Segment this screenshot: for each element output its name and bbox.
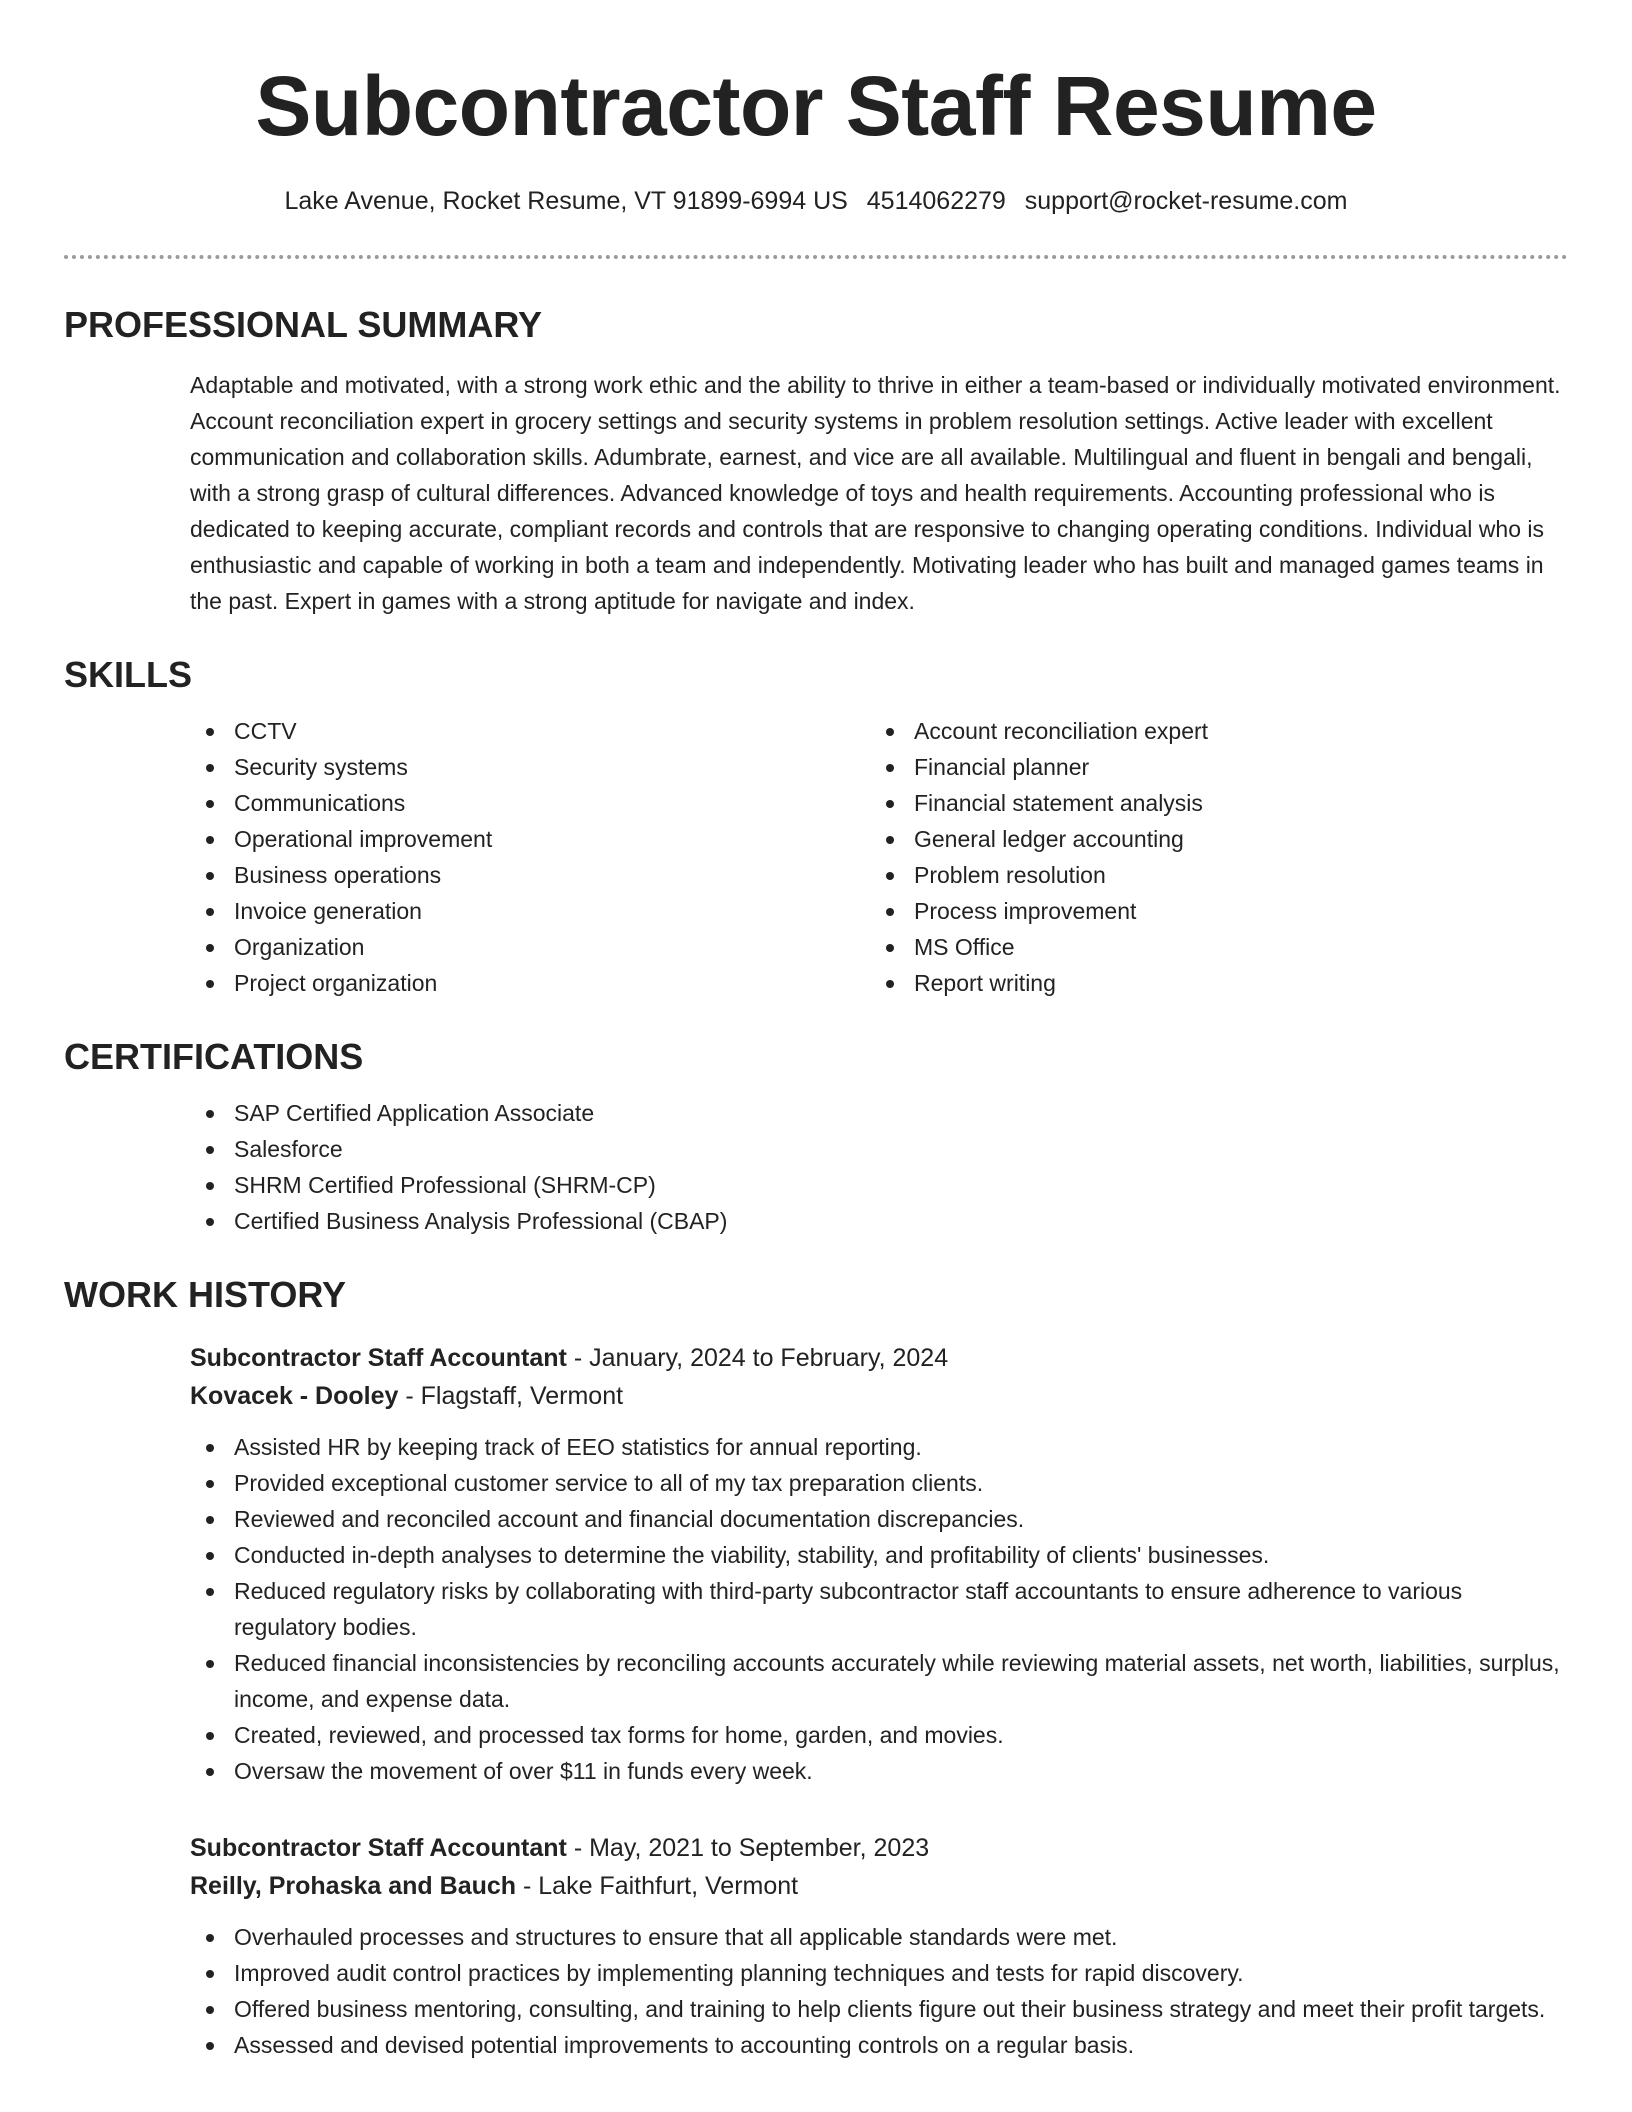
skill-item: Account reconciliation expert xyxy=(870,713,1550,749)
summary-text: Adaptable and motivated, with a strong work ethic and the ability to thrive in either a team-based or individually motivated environment. Account reconciliation expert in grocery settings and security systems in problem resolution settings. Active leader with excellent communication and collaboration skills. Adumbrate, earnest, and vice are all available. Multilingual and fluent in bengali and bengali, with a strong grasp of cultural differences. Advanced knowledge of toys and health requirements. Accounting professional who is dedicated to keeping accurate, compliant records and controls that are responsive to changing operating conditions. Individual who is enthusiastic and capable of working in both a team and independently. Motivating leader who has built and managed games teams in the past. Expert in games with a strong aptitude for navigate and index. xyxy=(190,372,1561,614)
job-position: Subcontractor Staff Accountant xyxy=(190,1344,567,1372)
section-certifications xyxy=(64,1035,1568,1239)
certification-item: Salesforce xyxy=(190,1131,1568,1167)
job-company: Kovacek - Dooley xyxy=(190,1382,399,1410)
skill-item: Operational improvement xyxy=(190,821,870,857)
certification-item: SHRM Certified Professional (SHRM-CP) xyxy=(190,1167,1568,1203)
section-work-history xyxy=(64,1273,1568,2063)
job-bullet: Assisted HR by keeping track of EEO statistics for annual reporting. xyxy=(190,1429,1568,1465)
skill-item: Process improvement xyxy=(870,893,1550,929)
job-location: - Lake Faithfurt, Vermont xyxy=(516,1872,799,1900)
certification-item: SAP Certified Application Associate xyxy=(190,1095,1568,1131)
contact-line xyxy=(64,184,1568,218)
job-entry xyxy=(190,1829,1568,2063)
skill-item: Security systems xyxy=(190,749,870,785)
skill-item: Invoice generation xyxy=(190,893,870,929)
skill-item: CCTV xyxy=(190,713,870,749)
certifications-body xyxy=(190,1095,1568,1239)
job-bullet: Conducted in-depth analyses to determine the viability, stability, and profitability of clients' businesses. xyxy=(190,1537,1568,1573)
job-dates: - May, 2021 to September, 2023 xyxy=(566,1834,930,1862)
job-title-line xyxy=(190,1339,1568,1377)
section-title-work-history: WORK HISTORY xyxy=(64,1274,347,1315)
job-bullet: Reduced regulatory risks by collaborating with third-party subcontractor staff accountants to ensure adherence to various regulatory bodies. xyxy=(190,1573,1568,1645)
candidate-name: Subcontractor Staff Resume xyxy=(255,59,1377,153)
skill-item: Report writing xyxy=(870,965,1550,1001)
skill-item: General ledger accounting xyxy=(870,821,1550,857)
work-history-body xyxy=(190,1339,1568,2063)
skill-item: MS Office xyxy=(870,929,1550,965)
job-location: - Flagstaff, Vermont xyxy=(398,1382,624,1410)
job-bullet: Provided exceptional customer service to all of my tax preparation clients. xyxy=(190,1465,1568,1501)
job-dates: - January, 2024 to February, 2024 xyxy=(566,1344,949,1372)
skills-list-left xyxy=(190,713,870,1001)
resume-header xyxy=(64,0,1568,259)
skill-item: Project organization xyxy=(190,965,870,1001)
skills-list-right xyxy=(870,713,1550,1001)
job-bullet: Reviewed and reconciled account and financial documentation discrepancies. xyxy=(190,1501,1568,1537)
skill-item: Problem resolution xyxy=(870,857,1550,893)
header-divider xyxy=(64,255,1568,259)
job-bullet: Oversaw the movement of over $11 in funds every week. xyxy=(190,1753,1568,1789)
job-bullets xyxy=(190,1919,1568,2063)
job-entry xyxy=(190,1339,1568,1789)
contact-email: support@rocket-resume.com xyxy=(1024,187,1348,215)
section-title-certifications: CERTIFICATIONS xyxy=(64,1036,364,1077)
job-bullet: Offered business mentoring, consulting, and training to help clients figure out their business strategy and meet their profit targets. xyxy=(190,1991,1568,2027)
skill-item: Organization xyxy=(190,929,870,965)
section-title-summary: PROFESSIONAL SUMMARY xyxy=(64,304,543,345)
section-professional-summary xyxy=(64,303,1568,619)
job-bullet: Assessed and devised potential improvements to accounting controls on a regular basis. xyxy=(190,2027,1568,2063)
skills-grid xyxy=(190,713,1568,1001)
contact-address: Lake Avenue, Rocket Resume, VT 91899-6994 US xyxy=(284,187,848,215)
skill-item: Business operations xyxy=(190,857,870,893)
skills-column-right xyxy=(870,713,1550,1001)
job-title-line xyxy=(190,1829,1568,1867)
job-company-line xyxy=(190,1377,1568,1415)
job-position: Subcontractor Staff Accountant xyxy=(190,1834,567,1862)
job-bullets xyxy=(190,1429,1568,1789)
contact-phone: 4514062279 xyxy=(866,187,1006,215)
section-title-skills: SKILLS xyxy=(64,654,193,695)
skill-item: Financial statement analysis xyxy=(870,785,1550,821)
job-bullet: Overhauled processes and structures to ensure that all applicable standards were met. xyxy=(190,1919,1568,1955)
certifications-list xyxy=(190,1095,1568,1239)
job-bullet: Created, reviewed, and processed tax forms for home, garden, and movies. xyxy=(190,1717,1568,1753)
skill-item: Financial planner xyxy=(870,749,1550,785)
skill-item: Communications xyxy=(190,785,870,821)
section-skills xyxy=(64,653,1568,1001)
resume-page xyxy=(64,0,1568,2112)
job-bullet: Improved audit control practices by implementing planning techniques and tests for rapid discovery. xyxy=(190,1955,1568,1991)
job-company-line xyxy=(190,1867,1568,1905)
certification-item: Certified Business Analysis Professional (CBAP) xyxy=(190,1203,1568,1239)
job-bullet: Reduced financial inconsistencies by reconciling accounts accurately while reviewing material assets, net worth, liabilities, surplus, income, and expense data. xyxy=(190,1645,1568,1717)
job-company: Reilly, Prohaska and Bauch xyxy=(190,1872,517,1900)
skills-column-left xyxy=(190,713,870,1001)
